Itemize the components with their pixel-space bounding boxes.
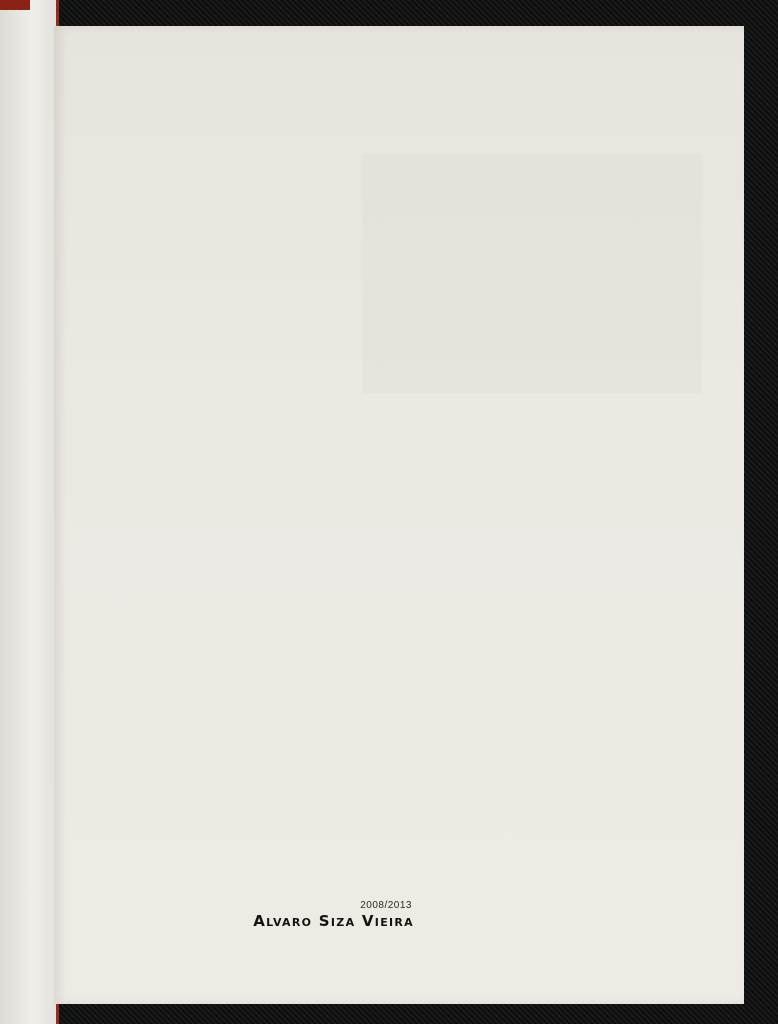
year-range: 2008/2013 xyxy=(360,900,412,911)
contents-page xyxy=(54,26,744,1004)
architect-name: Alvaro Siza Vieira xyxy=(253,912,414,930)
cover-edge xyxy=(0,0,30,10)
show-through-shadow xyxy=(362,154,702,394)
facing-page-edge xyxy=(0,0,59,1024)
